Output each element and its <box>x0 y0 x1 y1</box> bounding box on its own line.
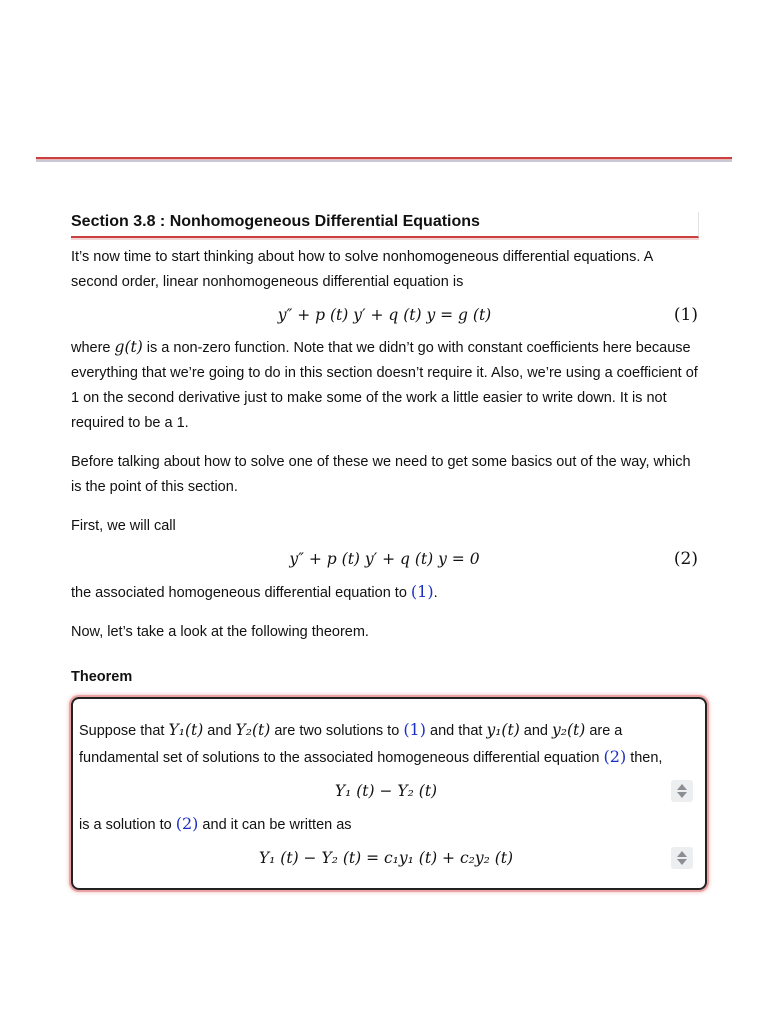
header-rule <box>36 157 732 162</box>
stepper-down-icon[interactable] <box>677 859 687 865</box>
equation-2-math: y″ + p (t) y′ + q (t) y = 0 <box>289 550 480 568</box>
where-paragraph <box>71 335 698 436</box>
equation-ref-1[interactable]: (1) <box>410 582 434 601</box>
where-text-post: is a non-zero function. Note that we didn’t go with constant coefficients here because everything that we’re going to do in this section doesn’t require it. Also, we’re using a coefficient of 1 on the second derivative just to make some of the work a little easier to write down. It is not required to be a 1. <box>71 340 698 431</box>
intro-paragraph: It’s now time to start thinking about how to solve nonhomogeneous differential equations. A second order, linear nonhomogeneous differential equation is <box>71 249 653 290</box>
stepper-up-icon[interactable] <box>677 851 687 857</box>
theorem-box <box>71 697 707 890</box>
article-content <box>71 212 698 890</box>
theorem-solution-text <box>79 811 693 838</box>
stepper-up-icon[interactable] <box>677 784 687 790</box>
equation-ref-2[interactable]: (2) <box>603 747 627 766</box>
associated-paragraph <box>71 579 698 606</box>
theorem-label: Theorem <box>71 669 133 685</box>
theorem-equation-a <box>79 771 693 811</box>
theorem-text: and <box>203 723 236 739</box>
theorem-text: Suppose that <box>79 723 169 739</box>
math-Y1: Y₁(t) <box>168 721 204 739</box>
theorem-equation-a-math: Y₁ (t) − Y₂ (t) <box>334 782 438 800</box>
equation-2-number: (2) <box>673 549 698 569</box>
equation-ref-1[interactable]: (1) <box>403 720 426 739</box>
associated-period: . <box>433 585 438 601</box>
now-paragraph: Now, let’s take a look at the following theorem. <box>71 624 369 640</box>
theorem-equation-b-math: Y₁ (t) − Y₂ (t) = c₁y₁ (t) + c₂y₂ (t) <box>258 849 514 867</box>
stepper-icon[interactable] <box>671 847 693 869</box>
theorem-text: and <box>519 723 552 739</box>
math-y1: y₁(t) <box>486 721 520 739</box>
theorem-text: are a fundamental set of solutions to the associated homogeneous differential equation <box>79 723 623 766</box>
math-Y2: Y₂(t) <box>235 721 271 739</box>
stepper-down-icon[interactable] <box>677 792 687 798</box>
section-title: Section 3.8 : Nonhomogeneous Differential Equations <box>71 212 699 238</box>
math-y2: y₂(t) <box>552 721 586 739</box>
basics-paragraph: Before talking about how to solve one of these we need to get some basics out of the way, which is the point of this section. <box>71 454 691 495</box>
equation-1-math: y″ + p (t) y′ + q (t) y = g (t) <box>277 306 492 324</box>
theorem-text: then, <box>626 750 663 766</box>
theorem-text: and it can be written as <box>198 817 352 833</box>
stepper-icon[interactable] <box>671 780 693 802</box>
theorem-statement <box>79 717 693 771</box>
equation-2 <box>71 539 698 579</box>
associated-text: the associated homogeneous differential equation to <box>71 585 411 601</box>
theorem-equation-b <box>79 838 693 878</box>
math-g-of-t: g(t) <box>114 338 143 356</box>
equation-ref-2[interactable]: (2) <box>175 814 199 833</box>
theorem-text: is a solution to <box>79 817 176 833</box>
theorem-text: are two solutions to <box>270 723 404 739</box>
equation-1 <box>71 295 698 335</box>
where-text-pre: where <box>71 340 115 356</box>
first-paragraph: First, we will call <box>71 518 176 534</box>
theorem-text: and that <box>425 723 487 739</box>
equation-1-number: (1) <box>673 305 698 325</box>
